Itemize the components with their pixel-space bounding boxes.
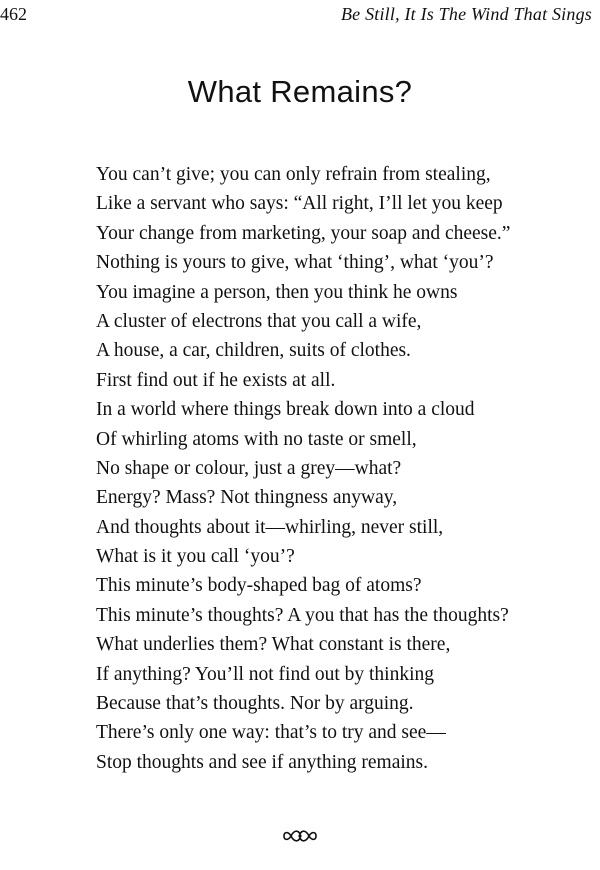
poem-line: Like a servant who says: “All right, I’ll let you keep: [96, 193, 503, 215]
page-number: 462: [0, 4, 27, 24]
poem-line: What underlies them? What constant is there,: [96, 634, 451, 656]
running-head: Be Still, It Is The Wind That Sings: [340, 4, 592, 24]
poem-line: You can’t give; you can only refrain from stealing,: [96, 164, 491, 185]
poem-line: Energy? Mass? Not thingness anyway,: [96, 487, 398, 509]
poem-line: First find out if he exists at all.: [96, 369, 336, 391]
poem-line: There’s only one way: that’s to try and see—: [96, 722, 446, 744]
poem-line: In a world where things break down into a cloud: [96, 399, 475, 421]
poem-line: If anything? You’ll not find out by thinking: [96, 663, 434, 685]
poem-line: Your change from marketing, your soap and cheese.”: [96, 222, 511, 244]
poem-line: Because that’s thoughts. Nor by arguing.: [96, 693, 414, 715]
poem-line: And thoughts about it—whirling, never still,: [96, 516, 444, 538]
poem-line: What is it you call ‘you’?: [96, 546, 295, 568]
poem-line: A cluster of electrons that you call a wife,: [96, 310, 422, 332]
page-header: [0, 0, 600, 34]
poem-line: Of whirling atoms with no taste or smell,: [96, 428, 417, 450]
poem-line: You imagine a person, then you think he owns: [96, 281, 458, 303]
poem-line: This minute’s body-shaped bag of atoms?: [96, 575, 422, 597]
poem-line: A house, a car, children, suits of clothes.: [96, 340, 411, 362]
poem-line: Nothing is yours to give, what ‘thing’, what ‘you’?: [96, 252, 494, 274]
poem-title: What Remains?: [187, 74, 413, 109]
poem-line: This minute’s thoughts? A you that has the thoughts?: [96, 604, 509, 626]
poem-line: No shape or colour, just a grey—what?: [96, 457, 402, 479]
poem-line: Stop thoughts and see if anything remains.: [96, 751, 428, 773]
section-end-ornament-icon: [0, 828, 600, 844]
poem-body: [96, 160, 510, 777]
